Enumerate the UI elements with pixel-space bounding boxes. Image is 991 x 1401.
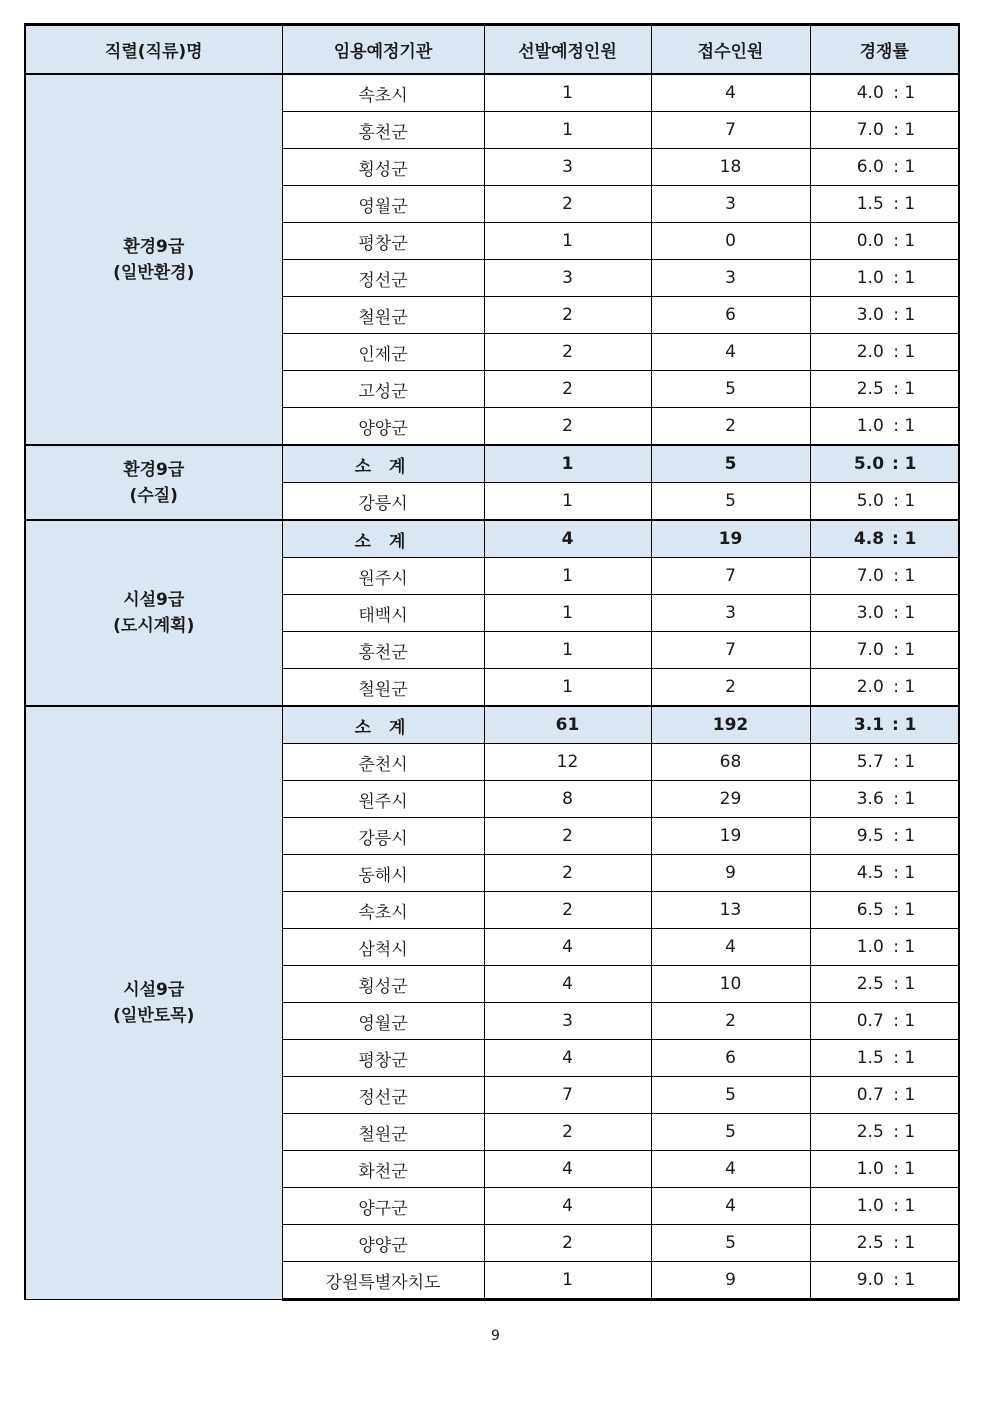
applied-cell: 3 [651, 260, 810, 297]
rate-ratio: : 1 [893, 752, 916, 772]
planned-cell: 61 [484, 706, 651, 744]
rate-value: 9.0 [856, 1270, 884, 1290]
rate-cell [810, 595, 959, 632]
rate-value: 1.5 [856, 194, 884, 214]
position-group-label: (일반환경) [113, 262, 195, 283]
agency-cell: 정선군 [282, 1077, 484, 1114]
rate-value: 0.7 [856, 1085, 884, 1105]
planned-cell: 4 [484, 929, 651, 966]
agency-cell: 소 계 [282, 445, 484, 483]
agency-cell: 춘천시 [282, 744, 484, 781]
rate-ratio: : 1 [893, 603, 916, 623]
position-group-cell [25, 74, 282, 445]
rate-value: 0.0 [856, 231, 884, 251]
agency-cell: 원주시 [282, 781, 484, 818]
applied-cell: 10 [651, 966, 810, 1003]
applied-cell: 2 [651, 669, 810, 707]
rate-ratio: : 1 [893, 863, 916, 883]
agency-cell: 강원특별자치도 [282, 1262, 484, 1300]
rate-cell [810, 112, 959, 149]
rate-ratio: : 1 [893, 789, 916, 809]
rate-value: 0.7 [856, 1011, 884, 1031]
planned-cell: 1 [484, 223, 651, 260]
applied-cell: 5 [651, 1077, 810, 1114]
planned-cell: 3 [484, 149, 651, 186]
planned-cell: 1 [484, 1262, 651, 1300]
header-applied: 접수인원 [651, 25, 810, 75]
rate-value: 1.5 [856, 1048, 884, 1068]
rate-ratio: : 1 [893, 826, 916, 846]
applied-cell: 9 [651, 855, 810, 892]
rate-cell [810, 1225, 959, 1262]
applied-cell: 4 [651, 1151, 810, 1188]
applied-cell: 192 [651, 706, 810, 744]
applied-cell: 5 [651, 371, 810, 408]
rate-ratio: : 1 [893, 194, 916, 214]
rate-ratio: : 1 [893, 379, 916, 399]
agency-cell: 고성군 [282, 371, 484, 408]
rate-cell [810, 781, 959, 818]
rate-cell [810, 149, 959, 186]
rate-ratio: : 1 [893, 157, 916, 177]
planned-cell: 2 [484, 186, 651, 223]
rate-cell [810, 706, 959, 744]
agency-cell: 양양군 [282, 408, 484, 446]
applied-cell: 4 [651, 74, 810, 112]
planned-cell: 2 [484, 1225, 651, 1262]
rate-value: 1.0 [856, 1159, 884, 1179]
rate-value: 4.0 [856, 83, 884, 103]
applied-cell: 7 [651, 632, 810, 669]
rate-cell [810, 632, 959, 669]
planned-cell: 7 [484, 1077, 651, 1114]
rate-cell [810, 1003, 959, 1040]
applied-cell: 5 [651, 445, 810, 483]
applied-cell: 4 [651, 1188, 810, 1225]
agency-cell: 원주시 [282, 558, 484, 595]
rate-cell [810, 669, 959, 707]
rate-ratio: : 1 [893, 1159, 916, 1179]
applied-cell: 7 [651, 558, 810, 595]
applied-cell: 3 [651, 186, 810, 223]
planned-cell: 1 [484, 74, 651, 112]
agency-cell: 평창군 [282, 223, 484, 260]
planned-cell: 2 [484, 371, 651, 408]
rate-value: 5.0 [856, 491, 884, 511]
agency-cell: 영월군 [282, 186, 484, 223]
position-group-label: (도시계획) [113, 616, 195, 636]
header-row [25, 25, 959, 75]
agency-cell: 홍천군 [282, 112, 484, 149]
planned-cell: 1 [484, 483, 651, 521]
rate-cell [810, 223, 959, 260]
applied-cell: 7 [651, 112, 810, 149]
rate-value: 7.0 [856, 120, 884, 140]
rate-cell [810, 445, 959, 483]
applied-cell: 5 [651, 483, 810, 521]
rate-ratio: : 1 [893, 974, 916, 994]
rate-ratio: : 1 [893, 1270, 916, 1290]
position-group-cell [25, 520, 282, 706]
rate-cell [810, 1040, 959, 1077]
agency-cell: 영월군 [282, 1003, 484, 1040]
rate-value: 3.0 [856, 305, 884, 325]
rate-ratio: : 1 [893, 231, 916, 251]
rate-cell [810, 74, 959, 112]
rate-value: 3.0 [856, 603, 884, 623]
rate-value: 5.7 [856, 752, 884, 772]
rate-cell [810, 260, 959, 297]
agency-cell: 철원군 [282, 1114, 484, 1151]
rate-cell [810, 483, 959, 521]
agency-cell: 동해시 [282, 855, 484, 892]
position-group-label: (일반토목) [113, 1006, 195, 1026]
rate-ratio: : 1 [893, 566, 916, 586]
rate-value: 1.0 [856, 1196, 884, 1216]
position-group-label: 시설9급 [123, 590, 185, 610]
applied-cell: 18 [651, 149, 810, 186]
planned-cell: 4 [484, 1151, 651, 1188]
position-group-cell [25, 445, 282, 520]
rate-value: 1.0 [856, 416, 884, 436]
rate-ratio: : 1 [893, 677, 916, 697]
position-group-label: 환경9급 [123, 459, 185, 480]
rate-value: 3.6 [856, 789, 884, 809]
planned-cell: 3 [484, 1003, 651, 1040]
agency-cell: 철원군 [282, 297, 484, 334]
applied-cell: 5 [651, 1225, 810, 1262]
rate-ratio: : 1 [893, 1122, 916, 1142]
planned-cell: 4 [484, 1188, 651, 1225]
rate-ratio: : 1 [893, 1048, 916, 1068]
rate-cell [810, 744, 959, 781]
rate-value: 7.0 [856, 640, 884, 660]
agency-cell: 강릉시 [282, 818, 484, 855]
rate-ratio: : 1 [893, 1011, 916, 1031]
applied-cell: 4 [651, 929, 810, 966]
agency-cell: 삼척시 [282, 929, 484, 966]
planned-cell: 4 [484, 966, 651, 1003]
applied-cell: 68 [651, 744, 810, 781]
applied-cell: 6 [651, 297, 810, 334]
rate-cell [810, 892, 959, 929]
rate-value: 2.0 [856, 677, 884, 697]
rate-value: 5.0 [853, 454, 885, 474]
applied-cell: 2 [651, 1003, 810, 1040]
agency-cell: 속초시 [282, 74, 484, 112]
rate-cell [810, 818, 959, 855]
rate-ratio: : 1 [893, 900, 916, 920]
rate-ratio: : 1 [893, 1085, 916, 1105]
rate-cell [810, 1262, 959, 1300]
rate-value: 2.0 [856, 342, 884, 362]
applied-cell: 19 [651, 520, 810, 558]
planned-cell: 3 [484, 260, 651, 297]
header-rate: 경쟁률 [810, 25, 959, 75]
planned-cell: 1 [484, 558, 651, 595]
applied-cell: 2 [651, 408, 810, 446]
rate-cell [810, 1077, 959, 1114]
table-body [25, 74, 959, 1300]
rate-value: 1.0 [856, 937, 884, 957]
planned-cell: 1 [484, 632, 651, 669]
table-row [25, 74, 959, 112]
rate-cell [810, 408, 959, 446]
rate-ratio: : 1 [893, 416, 916, 436]
rate-ratio: : 1 [893, 83, 916, 103]
rate-value: 3.1 [853, 715, 885, 735]
header-agency: 임용예정기관 [282, 25, 484, 75]
planned-cell: 2 [484, 855, 651, 892]
rate-value: 9.5 [856, 826, 884, 846]
rate-cell [810, 334, 959, 371]
rate-value: 7.0 [856, 566, 884, 586]
position-group-cell [25, 706, 282, 1300]
rate-cell [810, 929, 959, 966]
applied-cell: 4 [651, 334, 810, 371]
planned-cell: 4 [484, 520, 651, 558]
rate-ratio: : 1 [891, 715, 917, 735]
agency-cell: 양양군 [282, 1225, 484, 1262]
rate-value: 6.0 [856, 157, 884, 177]
applied-cell: 5 [651, 1114, 810, 1151]
applied-cell: 0 [651, 223, 810, 260]
rate-cell [810, 1188, 959, 1225]
rate-ratio: : 1 [893, 491, 916, 511]
rate-cell [810, 558, 959, 595]
rate-ratio: : 1 [893, 342, 916, 362]
planned-cell: 2 [484, 334, 651, 371]
rate-ratio: : 1 [891, 454, 917, 474]
position-group-label: (수질) [129, 485, 178, 506]
rate-value: 2.5 [856, 974, 884, 994]
agency-cell: 양구군 [282, 1188, 484, 1225]
header-planned: 선발예정인원 [484, 25, 651, 75]
agency-cell: 횡성군 [282, 966, 484, 1003]
planned-cell: 1 [484, 445, 651, 483]
rate-value: 4.8 [853, 529, 885, 549]
applied-cell: 19 [651, 818, 810, 855]
rate-cell [810, 1151, 959, 1188]
agency-cell: 인제군 [282, 334, 484, 371]
rate-cell [810, 520, 959, 558]
rate-value: 6.5 [856, 900, 884, 920]
planned-cell: 1 [484, 595, 651, 632]
applied-cell: 3 [651, 595, 810, 632]
rate-cell [810, 371, 959, 408]
agency-cell: 태백시 [282, 595, 484, 632]
rate-value: 4.5 [856, 863, 884, 883]
planned-cell: 2 [484, 408, 651, 446]
planned-cell: 8 [484, 781, 651, 818]
rate-ratio: : 1 [893, 120, 916, 140]
rate-value: 2.5 [856, 1233, 884, 1253]
planned-cell: 1 [484, 669, 651, 707]
rate-cell [810, 855, 959, 892]
rate-cell [810, 1114, 959, 1151]
agency-cell: 소 계 [282, 520, 484, 558]
header-position: 직렬(직류)명 [25, 25, 282, 75]
applied-cell: 6 [651, 1040, 810, 1077]
agency-cell: 소 계 [282, 706, 484, 744]
subtotal-row [25, 706, 959, 744]
rate-ratio: : 1 [893, 305, 916, 325]
position-group-label: 환경9급 [123, 236, 185, 257]
rate-ratio: : 1 [893, 640, 916, 660]
rate-cell [810, 966, 959, 1003]
planned-cell: 4 [484, 1040, 651, 1077]
rate-value: 2.5 [856, 1122, 884, 1142]
planned-cell: 1 [484, 112, 651, 149]
planned-cell: 2 [484, 818, 651, 855]
agency-cell: 홍천군 [282, 632, 484, 669]
applied-cell: 9 [651, 1262, 810, 1300]
agency-cell: 속초시 [282, 892, 484, 929]
subtotal-row [25, 445, 959, 483]
agency-cell: 횡성군 [282, 149, 484, 186]
rate-cell [810, 297, 959, 334]
agency-cell: 화천군 [282, 1151, 484, 1188]
competition-rate-table [24, 23, 960, 1301]
planned-cell: 12 [484, 744, 651, 781]
planned-cell: 2 [484, 1114, 651, 1151]
rate-ratio: : 1 [893, 268, 916, 288]
applied-cell: 29 [651, 781, 810, 818]
planned-cell: 2 [484, 297, 651, 334]
rate-ratio: : 1 [893, 1196, 916, 1216]
position-group-label: 시설9급 [123, 980, 185, 1000]
rate-value: 1.0 [856, 268, 884, 288]
rate-ratio: : 1 [893, 1233, 916, 1253]
subtotal-row [25, 520, 959, 558]
rate-ratio: : 1 [893, 937, 916, 957]
page-number: 9 [491, 1328, 500, 1344]
agency-cell: 강릉시 [282, 483, 484, 521]
agency-cell: 정선군 [282, 260, 484, 297]
rate-ratio: : 1 [891, 529, 917, 549]
planned-cell: 2 [484, 892, 651, 929]
agency-cell: 철원군 [282, 669, 484, 707]
applied-cell: 13 [651, 892, 810, 929]
rate-value: 2.5 [856, 379, 884, 399]
agency-cell: 평창군 [282, 1040, 484, 1077]
rate-cell [810, 186, 959, 223]
